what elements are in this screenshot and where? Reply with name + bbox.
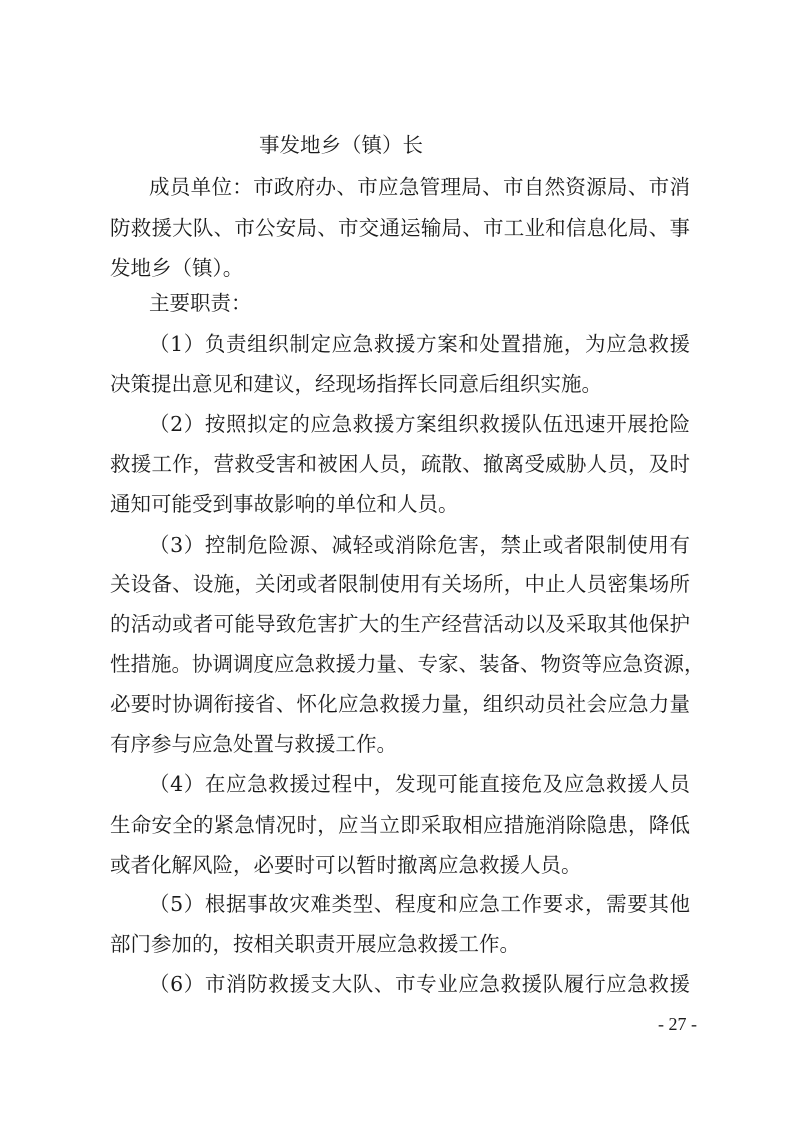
text-line: 有序参与应急处置与救援工作。: [110, 732, 397, 756]
text-line: 发地乡（镇）。: [110, 256, 244, 280]
text-line: 决策提出意见和建议，经现场指挥长同意后组织实施。: [110, 372, 602, 396]
text-line: 成员单位：市政府办、市应急管理局、市自然资源局、市消: [149, 175, 690, 199]
text-line: （2）按照拟定的应急救援方案组织救援队伍迅速开展抢险: [149, 412, 690, 436]
text-line: （1）负责组织制定应急救援方案和处置措施，为应急救援: [149, 332, 690, 356]
text-line: 救援工作，营救受害和被困人员，疏散、撤离受威胁人员，及时: [110, 452, 690, 476]
text-line: 或者化解风险，必要时可以暂时撤离应急救援人员。: [110, 853, 582, 877]
text-line: 通知可能受到事故影响的单位和人员。: [110, 492, 459, 516]
text-line: 防救援大队、市公安局、市交通运输局、市工业和信息化局、事: [110, 216, 690, 240]
text-line: （3）控制危险源、减轻或消除危害，禁止或者限制使用有: [149, 533, 690, 557]
text-line: 性措施。协调调度应急救援力量、专家、装备、物资等应急资源，: [110, 652, 705, 676]
text-line: 的活动或者可能导致危害扩大的生产经营活动以及采取其他保护: [110, 612, 690, 636]
text-line: （5）根据事故灾难类型、程度和应急工作要求，需要其他: [149, 892, 690, 916]
page-number: - 27 -: [658, 1014, 697, 1034]
section-label: 主要职责：: [149, 291, 252, 315]
text-line: 生命安全的紧急情况时，应当立即采取相应措施消除隐患，降低: [110, 813, 690, 837]
heading-line: 事发地乡（镇）长: [259, 133, 423, 157]
text-line: （6）市消防救援支大队、市专业应急救援队履行应急救援: [149, 972, 690, 996]
text-line: 关设备、设施，关闭或者限制使用有关场所，中止人员密集场所: [110, 572, 690, 596]
text-line: 必要时协调衔接省、怀化应急救援力量，组织动员社会应急力量: [110, 692, 690, 716]
text-line: 部门参加的，按相关职责开展应急救援工作。: [110, 932, 520, 956]
text-line: （4）在应急救援过程中，发现可能直接危及应急救援人员: [149, 772, 690, 796]
